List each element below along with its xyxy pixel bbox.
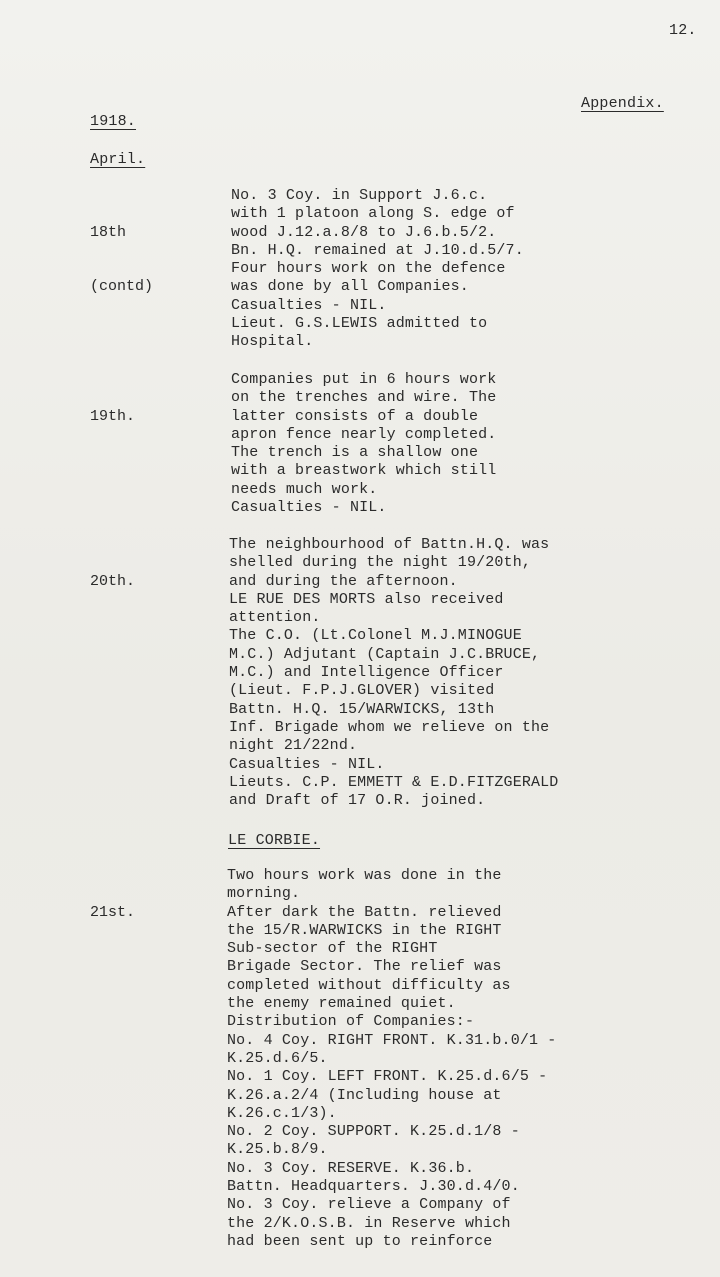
entry-line: Battn. Headquarters. J.30.d.4/0. [227,1178,520,1196]
entry-line: Sub-sector of the RIGHT [227,940,438,958]
entry-date-18th [90,187,153,333]
entry-line: Bn. H.Q. remained at J.10.d.5/7. [231,241,524,259]
entry-date-line: (contd) [90,278,154,296]
entry-date-line: 21st. [90,903,136,921]
entry-body-21st [227,867,556,1251]
section-heading: LE CORBIE. [228,832,321,849]
entry-line: night 21/22nd. [229,737,358,755]
entry-line: Four hours work on the defence [231,260,506,278]
entry-date-line: 20th. [90,572,136,590]
entry-line: K.25.b.8/9. [227,1141,328,1159]
page-number: 12. [669,22,697,39]
entry-line: LE RUE DES MORTS also received [229,590,504,608]
entry-line: The C.O. (Lt.Colonel M.J.MINOGUE [229,627,522,645]
entry-line: No. 4 Coy. RIGHT FRONT. K.31.b.0/1 - [227,1031,557,1049]
entry-line: with 1 platoon along S. edge of [231,205,515,223]
entry-line: Companies put in 6 hours work [231,371,497,388]
entry-line: M.C.) and Intelligence Officer [229,664,504,682]
entry-line: No. 3 Coy. RESERVE. K.36.b. [227,1159,475,1177]
entry-line: had been sent up to reinforce [227,1232,493,1250]
entry-line: K.26.a.2/4 (Including house at [227,1086,502,1104]
entry-body-18th [231,187,524,352]
entry-date-line: 19th. [90,407,136,425]
entry-line: needs much work. [231,480,378,498]
entry-line: K.25.d.6/5. [227,1049,328,1067]
entry-line: the 2/K.O.S.B. in Reserve which [227,1214,511,1232]
entry-line: latter consists of a double [231,407,479,425]
entry-line: attention. [229,609,321,627]
year-heading: 1918. [90,113,137,130]
entry-line: M.C.) Adjutant (Captain J.C.BRUCE, [229,645,541,663]
entry-line: No. 2 Coy. SUPPORT. K.25.d.1/8 - [227,1123,520,1141]
entry-line: Casualties - NIL. [231,296,387,314]
entry-line: (Lieut. F.P.J.GLOVER) visited [229,682,495,700]
entry-line: completed without difficulty as [227,976,511,994]
entry-line: Casualties - NIL. [229,755,385,773]
entry-line: The neighbourhood of Battn.H.Q. was [229,536,550,553]
month-heading: April. [90,151,146,168]
entry-line: No. 1 Coy. LEFT FRONT. K.25.d.6/5 - [227,1068,548,1086]
entry-line: Lieut. G.S.LEWIS admitted to [231,315,488,333]
entry-line: and Draft of 17 O.R. joined. [229,792,486,810]
entry-line: After dark the Battn. relieved [227,903,502,921]
entry-line: Lieuts. C.P. EMMETT & E.D.FITZGERALD [229,773,559,791]
entry-line: with a breastwork which still [231,462,497,480]
appendix-label: Appendix. [581,95,664,112]
entry-line: Casualties - NIL. [231,499,387,517]
entry-line: Hospital. [231,333,314,351]
entry-line: morning. [227,885,301,903]
entry-body-19th [231,371,496,517]
entry-line: Battn. H.Q. 15/WARWICKS, 13th [229,700,495,718]
entry-line: No. 3 Coy. in Support J.6.c. [231,187,488,204]
entry-line: was done by all Companies. [231,278,469,296]
entry-body-20th [229,536,558,810]
entry-line: No. 3 Coy. relieve a Company of [227,1196,511,1214]
entry-line: Distribution of Companies:- [227,1013,475,1031]
entry-line: apron fence nearly completed. [231,425,497,443]
entry-line: the enemy remained quiet. [227,995,456,1013]
entry-line: and during the afternoon. [229,572,458,590]
entry-line: shelled during the night 19/20th, [229,554,531,572]
entry-date-21st [90,867,135,958]
entry-line: the 15/R.WARWICKS in the RIGHT [227,921,502,939]
entry-date-line: 18th [90,223,127,241]
entry-line: wood J.12.a.8/8 to J.6.b.5/2. [231,223,497,241]
entry-line: K.26.c.1/3). [227,1104,337,1122]
entry-date-20th [90,536,135,627]
entry-line: Inf. Brigade whom we relieve on the [229,718,550,736]
entry-line: The trench is a shallow one [231,444,479,462]
entry-date-19th [90,371,135,462]
entry-line: Two hours work was done in the [227,867,502,884]
entry-line: on the trenches and wire. The [231,389,497,407]
entry-line: Brigade Sector. The relief was [227,958,502,976]
